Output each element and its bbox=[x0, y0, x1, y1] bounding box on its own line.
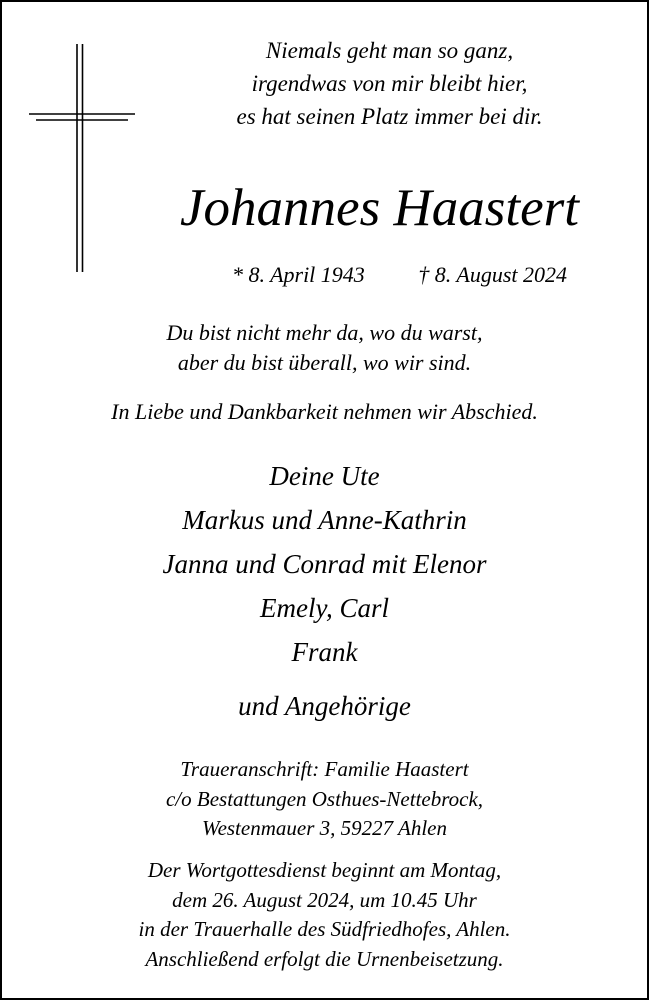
service-line: dem 26. August 2024, um 10.45 Uhr bbox=[172, 887, 477, 912]
mourners-list bbox=[2, 454, 647, 674]
mourner-line: Deine Ute bbox=[269, 461, 380, 491]
service-line: Anschließend erfolgt die Urnenbeisetzung. bbox=[145, 946, 504, 971]
service-info bbox=[2, 856, 647, 974]
quote-line: Du bist nicht mehr da, wo du warst, bbox=[166, 320, 483, 345]
mourning-address bbox=[2, 755, 647, 844]
address-line: Traueranschrift: Familie Haastert bbox=[180, 757, 469, 781]
birth-date: * 8. April 1943 bbox=[231, 262, 365, 287]
cross-icon bbox=[2, 2, 142, 282]
relatives-line: und Angehörige bbox=[238, 691, 411, 721]
poem-line: Niemals geht man so ganz, bbox=[265, 38, 514, 63]
quote-line: aber du bist überall, wo wir sind. bbox=[177, 350, 472, 375]
service-line: in der Trauerhalle des Südfriedhofes, Ahlen. bbox=[138, 917, 511, 941]
mourner-line: Frank bbox=[291, 637, 358, 667]
address-line: Westenmauer 3, 59227 Ahlen bbox=[202, 816, 447, 840]
mourner-line: Janna und Conrad mit Elenor bbox=[162, 549, 487, 579]
mourner-line: Markus und Anne-Kathrin bbox=[182, 505, 467, 535]
life-dates bbox=[152, 260, 647, 290]
poem-verse bbox=[132, 34, 647, 133]
death-date: † 8. August 2024 bbox=[418, 262, 568, 287]
poem-line: irgendwas von mir bleibt hier, bbox=[251, 71, 528, 96]
mourner-line: Emely, Carl bbox=[260, 593, 389, 623]
address-line: c/o Bestattungen Osthues-Nettebrock, bbox=[165, 786, 484, 811]
memorial-quote bbox=[2, 318, 647, 378]
service-line: Der Wortgottesdienst beginnt am Montag, bbox=[147, 858, 502, 882]
farewell-text: In Liebe und Dankbarkeit nehmen wir Abschied. bbox=[111, 399, 538, 424]
deceased-name: Johannes Haastert bbox=[180, 179, 579, 237]
poem-line: es hat seinen Platz immer bei dir. bbox=[236, 104, 543, 129]
